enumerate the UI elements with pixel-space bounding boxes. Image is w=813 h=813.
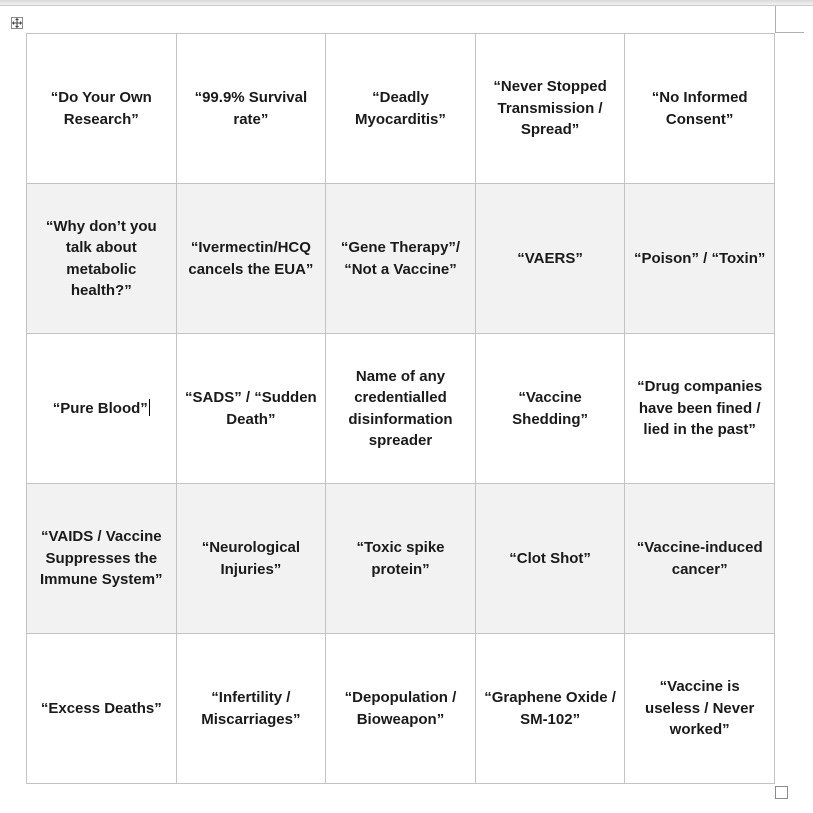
table-cell[interactable]: “Never Stopped Transmission / Spread” — [475, 34, 625, 184]
table-cell[interactable]: “Deadly Myocarditis” — [326, 34, 476, 184]
table-cell[interactable]: “Drug companies have been fined / lied in the past” — [625, 334, 775, 484]
table-row — [27, 34, 775, 184]
table-cell[interactable]: “Vaccine-induced cancer” — [625, 484, 775, 634]
table-cell-with-cursor[interactable] — [27, 334, 177, 484]
table-cell[interactable]: “99.9% Survival rate” — [176, 34, 326, 184]
page-margin-marker — [775, 6, 804, 33]
bingo-table — [26, 33, 775, 784]
table-row — [27, 184, 775, 334]
table-cell[interactable]: “Infertility / Miscarriages” — [176, 634, 326, 784]
table-cell[interactable]: “Vaccine Shedding” — [475, 334, 625, 484]
table-cell[interactable]: “Gene Therapy”/ “Not a Vaccine” — [326, 184, 476, 334]
table-row — [27, 634, 775, 784]
table-cell[interactable]: “No Informed Consent” — [625, 34, 775, 184]
table-cell[interactable]: “Poison” / “Toxin” — [625, 184, 775, 334]
text-cursor — [149, 399, 150, 416]
table-cell[interactable]: “Graphene Oxide / SM-102” — [475, 634, 625, 784]
table-cell[interactable]: “VAIDS / Vaccine Suppresses the Immune System” — [27, 484, 177, 634]
table-resize-handle-icon[interactable] — [775, 786, 788, 799]
table-cell[interactable]: Name of any credentialled disinformation spreader — [326, 334, 476, 484]
document-top-edge — [0, 0, 813, 6]
table-move-handle-icon[interactable] — [11, 17, 23, 29]
table-cell[interactable]: “Depopulation / Bioweapon” — [326, 634, 476, 784]
table-cell[interactable]: “Vaccine is useless / Never worked” — [625, 634, 775, 784]
table-cell[interactable]: “VAERS” — [475, 184, 625, 334]
cell-text: “Pure Blood” — [52, 399, 148, 417]
table-row — [27, 334, 775, 484]
table-cell[interactable]: “Why don’t you talk about metabolic health?” — [27, 184, 177, 334]
table-row — [27, 484, 775, 634]
table-cell[interactable]: “Neurological Injuries” — [176, 484, 326, 634]
table-cell[interactable]: “Toxic spike protein” — [326, 484, 476, 634]
table-cell[interactable]: “Ivermectin/HCQ cancels the EUA” — [176, 184, 326, 334]
table-cell[interactable]: “Clot Shot” — [475, 484, 625, 634]
table-cell[interactable]: “SADS” / “Sudden Death” — [176, 334, 326, 484]
table-cell[interactable]: “Excess Deaths” — [27, 634, 177, 784]
table-cell[interactable]: “Do Your Own Research” — [27, 34, 177, 184]
